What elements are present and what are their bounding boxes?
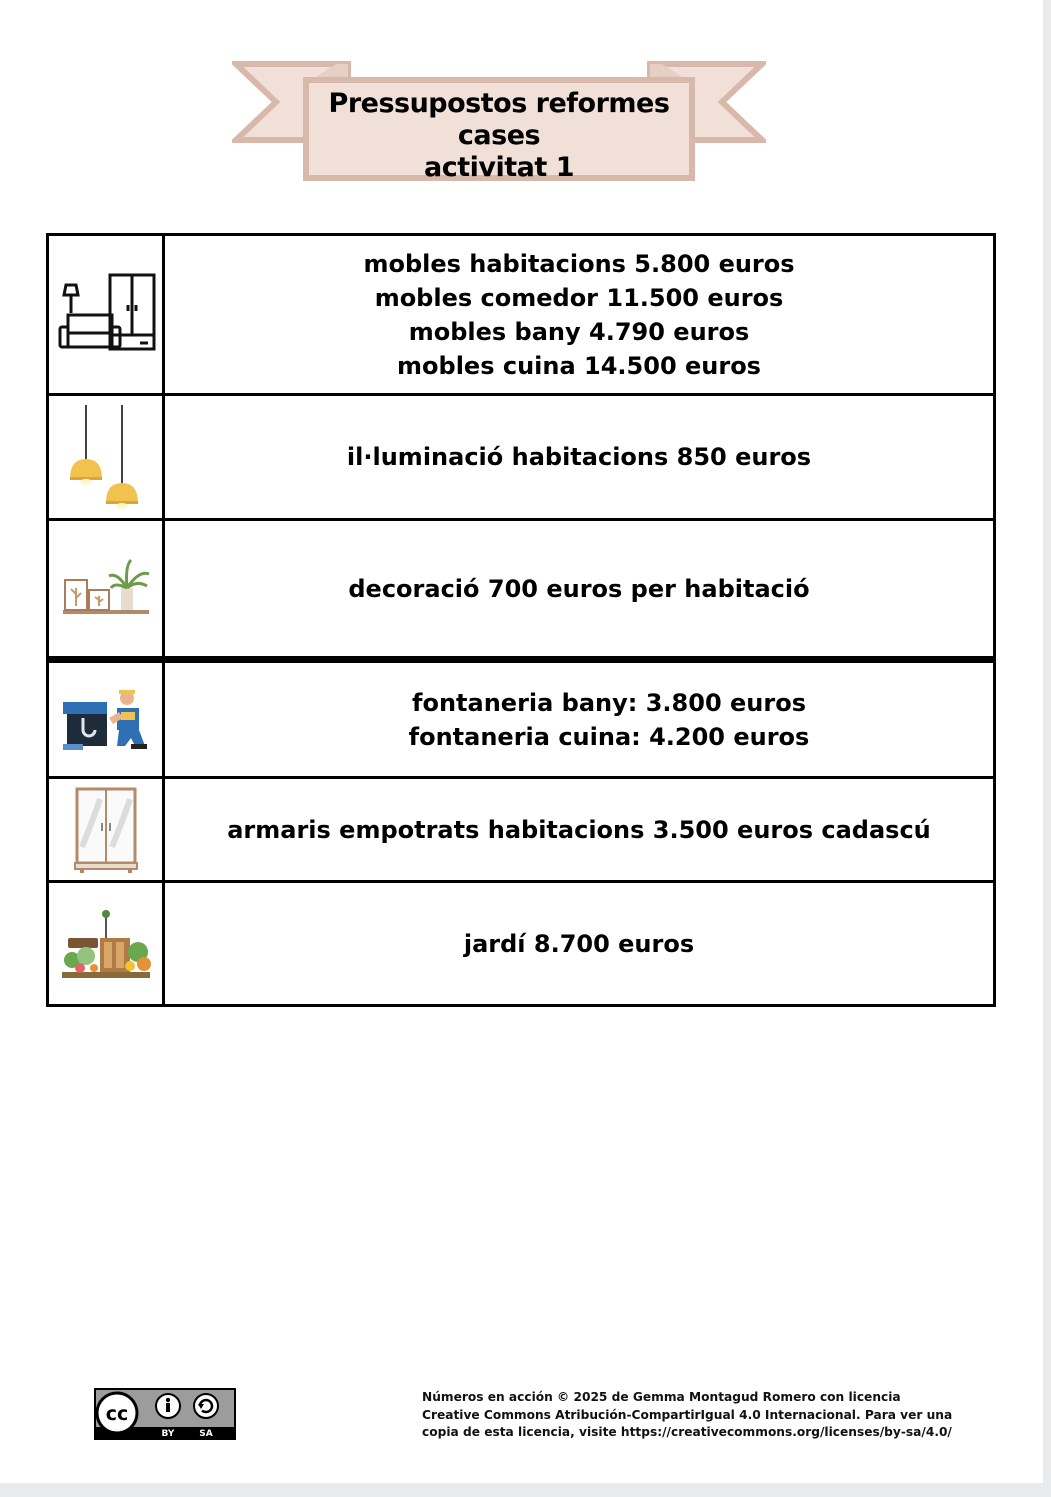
license-line: Números en acción © 2025 de Gemma Montagud Romero con licencia xyxy=(422,1390,901,1404)
license-line: Creative Commons Atribución-CompartirIgual 4.0 Internacional. Para ver una xyxy=(422,1407,953,1422)
icon-cell xyxy=(48,660,164,778)
budget-line: mobles comedor 11.500 euros xyxy=(374,283,784,312)
icon-cell xyxy=(48,520,164,660)
table-row xyxy=(48,882,995,1006)
budget-text-cell xyxy=(164,235,995,395)
budget-text-cell xyxy=(164,395,995,520)
pendant-lamps-icon xyxy=(66,403,146,511)
budget-text-cell xyxy=(164,778,995,882)
icon-cell xyxy=(48,882,164,1006)
license-line: copia de esta licencia, visite https://creativecommons.org/licenses/by-sa/4.0/ xyxy=(422,1425,952,1439)
title-banner xyxy=(232,60,766,184)
table-row xyxy=(48,660,995,778)
budget-line: jardí 8.700 euros xyxy=(463,929,695,958)
budget-line: decoració 700 euros per habitació xyxy=(348,574,810,603)
decoration-shelf-icon xyxy=(61,558,151,620)
budget-text-cell xyxy=(164,520,995,660)
budget-line: fontaneria cuina: 4.200 euros xyxy=(408,722,810,751)
icon-cell xyxy=(48,235,164,395)
furniture-icon xyxy=(56,273,156,357)
table-row xyxy=(48,235,995,395)
cc-license-badge xyxy=(94,1388,236,1440)
table-row xyxy=(48,520,995,660)
table-row xyxy=(48,778,995,882)
budget-line: mobles cuina 14.500 euros xyxy=(397,351,761,380)
cc-by-sa-icon xyxy=(94,1388,236,1440)
budget-line: fontaneria bany: 3.800 euros xyxy=(412,688,806,717)
cc-text: cc xyxy=(105,1403,129,1425)
sa-text: SA xyxy=(199,1429,213,1439)
title-line-1: Pressupostos reformes cases xyxy=(328,88,670,151)
budget-line: armaris empotrats habitacions 3.500 euros cadascú xyxy=(227,815,931,844)
page-title xyxy=(308,88,690,184)
icon-cell xyxy=(48,395,164,520)
table-row xyxy=(48,395,995,520)
budget-text-cell xyxy=(164,882,995,1006)
plumber-icon xyxy=(61,688,151,752)
wardrobe-icon xyxy=(74,787,138,873)
title-line-2: activitat 1 xyxy=(424,152,574,183)
budget-table xyxy=(46,233,996,1007)
license-text xyxy=(422,1389,962,1442)
budget-line: mobles bany 4.790 euros xyxy=(408,317,750,346)
budget-text-cell xyxy=(164,660,995,778)
budget-line: il·luminació habitacions 850 euros xyxy=(346,443,812,471)
icon-cell xyxy=(48,778,164,882)
by-text: BY xyxy=(161,1429,175,1439)
garden-icon xyxy=(60,908,152,980)
budget-line: mobles habitacions 5.800 euros xyxy=(363,249,795,278)
